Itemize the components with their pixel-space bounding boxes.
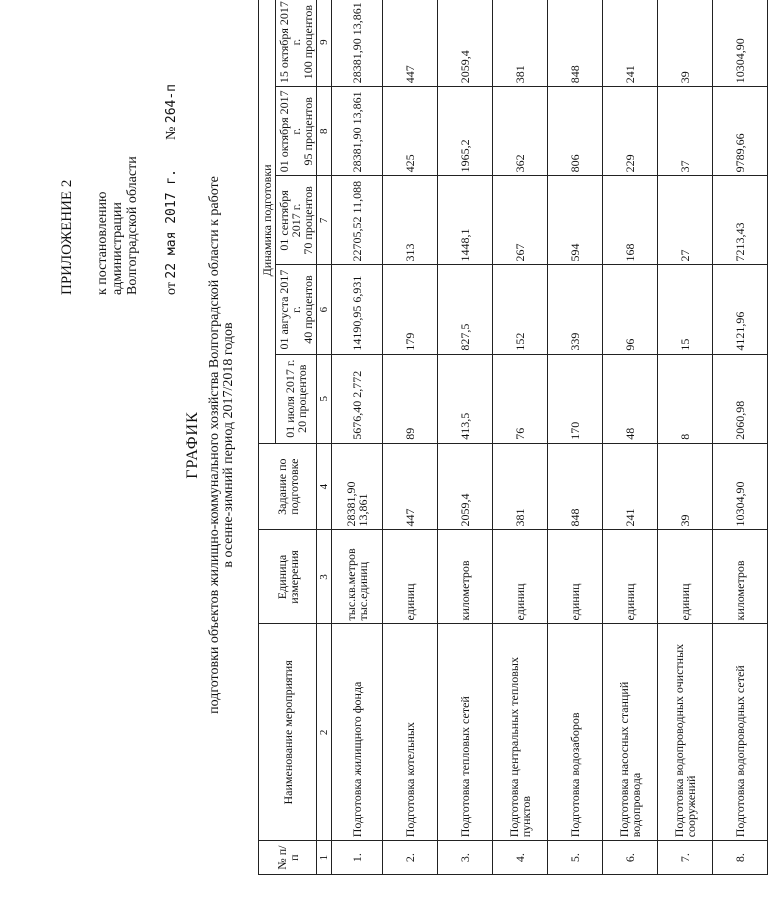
- row-value: 5676,40 2,772: [332, 354, 383, 443]
- row-value: 15: [658, 265, 713, 354]
- row-value: 48: [603, 354, 658, 443]
- row-value: 267: [493, 176, 548, 265]
- header-period: 01 октября 2017 г. 95 процентов: [276, 87, 317, 176]
- row-unit: единиц: [603, 530, 658, 624]
- row-value: 8: [658, 354, 713, 443]
- row-value: 27: [658, 176, 713, 265]
- row-value: 229: [603, 87, 658, 176]
- table-row: [383, 0, 438, 875]
- row-no: 7.: [658, 841, 713, 875]
- row-unit: единиц: [658, 530, 713, 624]
- row-value: 9789,66: [713, 87, 768, 176]
- header-task: Задание по подготовке: [259, 443, 317, 530]
- row-value: 22705,52 11,088: [332, 176, 383, 265]
- column-index: 5: [317, 354, 332, 443]
- row-value: 339: [548, 265, 603, 354]
- date-prefix: от: [164, 282, 179, 295]
- header-period: 01 сентября 2017 г. 70 процентов: [276, 176, 317, 265]
- row-unit: единиц: [548, 530, 603, 624]
- row-value: 170: [548, 354, 603, 443]
- row-task: 848: [548, 443, 603, 530]
- column-index: 1: [317, 841, 332, 875]
- row-value: 89: [383, 354, 438, 443]
- row-value: 76: [493, 354, 548, 443]
- heading-title: ГРАФИК: [184, 411, 201, 479]
- row-value: 2059,4: [438, 0, 493, 87]
- number-prefix: №: [164, 126, 179, 140]
- row-value: 848: [548, 0, 603, 87]
- header-dynamics: Динамика подготовки: [259, 0, 276, 443]
- row-task: 241: [603, 443, 658, 530]
- row-no: 4.: [493, 841, 548, 875]
- appendix-title: ПРИЛОЖЕНИЕ 2: [59, 179, 75, 295]
- row-unit: километров: [438, 530, 493, 624]
- row-value: 413,5: [438, 354, 493, 443]
- row-name: Подготовка водозаборов: [548, 624, 603, 841]
- header-period: 15 октября 2017 г. 100 процентов: [276, 0, 317, 87]
- row-value: 594: [548, 176, 603, 265]
- row-value: 362: [493, 87, 548, 176]
- appendix-date-line: [164, 35, 179, 295]
- table-row: [603, 0, 658, 875]
- row-value: 28381,90 13,861: [332, 0, 383, 87]
- header-name: Наименование мероприятия: [259, 624, 317, 841]
- column-index: 3: [317, 530, 332, 624]
- header-row-1: [259, 0, 276, 875]
- table-row: [332, 0, 383, 875]
- row-value: 241: [603, 0, 658, 87]
- row-value: 179: [383, 265, 438, 354]
- table-row: [713, 0, 768, 875]
- row-unit: единиц: [383, 530, 438, 624]
- row-value: 28381,90 13,861: [332, 87, 383, 176]
- row-value: 7213,43: [713, 176, 768, 265]
- header-period: 01 июля 2017 г. 20 процентов: [276, 354, 317, 443]
- row-no: 2.: [383, 841, 438, 875]
- row-name: Подготовка водопроводных сетей: [713, 624, 768, 841]
- column-index: 7: [317, 176, 332, 265]
- row-name: Подготовка тепловых сетей: [438, 624, 493, 841]
- row-task: 10304,90: [713, 443, 768, 530]
- row-value: 827,5: [438, 265, 493, 354]
- document-heading: [186, 65, 236, 825]
- row-unit: единиц: [493, 530, 548, 624]
- row-value: 96: [603, 265, 658, 354]
- column-index-row: [317, 0, 332, 875]
- row-value: 168: [603, 176, 658, 265]
- appendix-line-1: к постановлению: [95, 191, 110, 295]
- appendix-block: [60, 35, 179, 295]
- row-no: 3.: [438, 841, 493, 875]
- row-value: 381: [493, 0, 548, 87]
- row-value: 1965,2: [438, 87, 493, 176]
- row-value: 806: [548, 87, 603, 176]
- table-row: [438, 0, 493, 875]
- heading-line-1: подготовки объектов жилищно-коммунального хозяйства Волгоградской области к работе: [207, 176, 222, 714]
- row-value: 10304,90: [713, 0, 768, 87]
- schedule-table: [258, 0, 768, 875]
- row-name: Подготовка насосных станций водопровода: [603, 624, 658, 841]
- table-row: [658, 0, 713, 875]
- header-no: № п/п: [259, 841, 317, 875]
- row-no: 6.: [603, 841, 658, 875]
- number-value: 264-п: [164, 83, 179, 124]
- date-value: 22 мая 2017 г.: [164, 168, 179, 279]
- appendix-line-2: администрации: [110, 202, 125, 295]
- row-value: 39: [658, 0, 713, 87]
- row-name: Подготовка центральных тепловых пунктов: [493, 624, 548, 841]
- row-unit: тыс.кв.метров тыс.единиц: [332, 530, 383, 624]
- row-task: 381: [493, 443, 548, 530]
- column-index: 8: [317, 87, 332, 176]
- row-task: 2059,4: [438, 443, 493, 530]
- row-name: Подготовка жилищного фонда: [332, 624, 383, 841]
- row-value: 4121,96: [713, 265, 768, 354]
- table-row: [493, 0, 548, 875]
- row-unit: километров: [713, 530, 768, 624]
- header-period: 01 августа 2017 г. 40 процентов: [276, 265, 317, 354]
- table-row: [548, 0, 603, 875]
- row-value: 152: [493, 265, 548, 354]
- row-no: 5.: [548, 841, 603, 875]
- column-index: 6: [317, 265, 332, 354]
- row-value: 447: [383, 0, 438, 87]
- row-value: 313: [383, 176, 438, 265]
- column-index: 9: [317, 0, 332, 87]
- row-value: 14190,95 6,931: [332, 265, 383, 354]
- row-task: 28381,90 13,861: [332, 443, 383, 530]
- heading-line-2: в осенне-зимний период 2017/2018 годов: [221, 322, 236, 568]
- row-value: 425: [383, 87, 438, 176]
- row-task: 39: [658, 443, 713, 530]
- header-unit: Единица измерения: [259, 530, 317, 624]
- row-name: Подготовка водопроводных очистных сооружений: [658, 624, 713, 841]
- row-no: 1.: [332, 841, 383, 875]
- row-name: Подготовка котельных: [383, 624, 438, 841]
- appendix-line-3: Волгоградской области: [125, 156, 140, 295]
- row-value: 1448,1: [438, 176, 493, 265]
- column-index: 4: [317, 443, 332, 530]
- column-index: 2: [317, 624, 332, 841]
- row-no: 8.: [713, 841, 768, 875]
- row-task: 447: [383, 443, 438, 530]
- row-value: 2060,98: [713, 354, 768, 443]
- row-value: 37: [658, 87, 713, 176]
